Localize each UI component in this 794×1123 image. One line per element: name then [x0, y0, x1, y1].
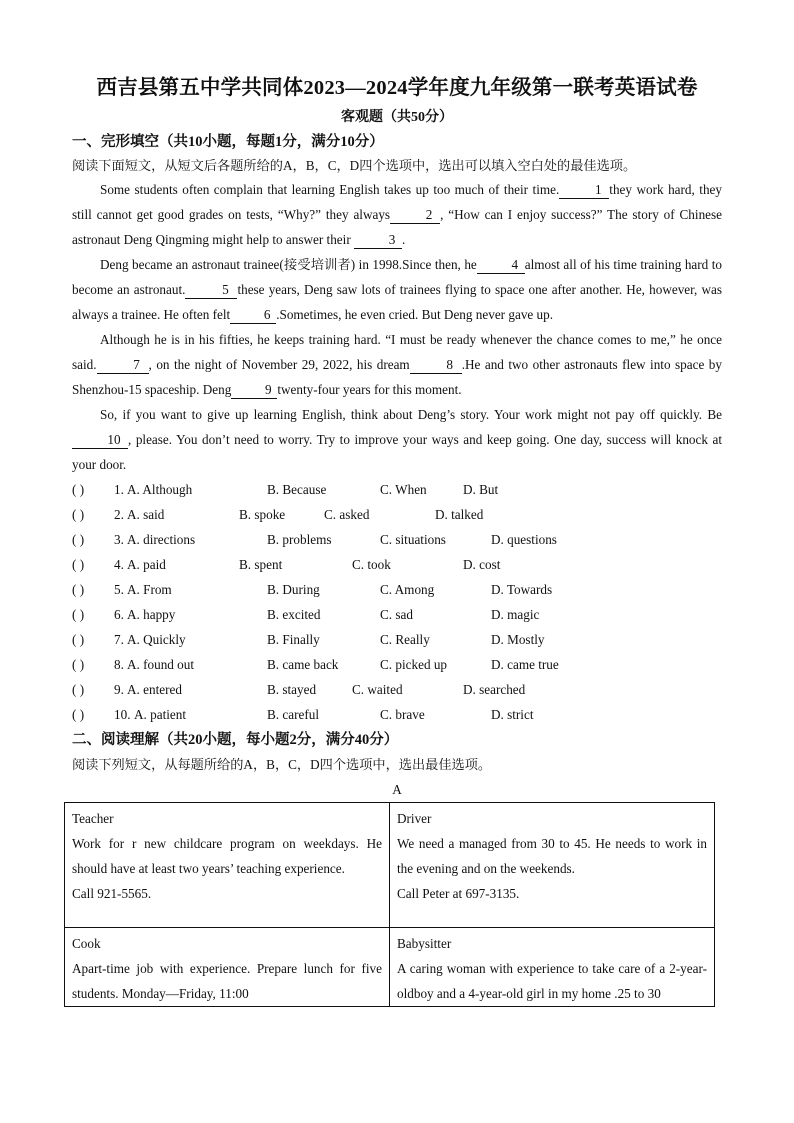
option-a: A. said [127, 507, 165, 522]
question-row [72, 602, 722, 627]
question-number: 6. [114, 607, 124, 622]
option-b: B. During [267, 582, 320, 597]
blank-2: 2 [390, 207, 440, 224]
ad-title: Cook [72, 936, 101, 951]
blank-7: 7 [97, 357, 149, 374]
exam-title: 西吉县第五中学共同体2023—2024学年度九年级第一联考英语试卷 [96, 77, 698, 99]
option-d: D. strict [491, 707, 534, 722]
answer-bracket[interactable]: ( ) [72, 532, 85, 547]
section1-heading: 一、完形填空（共10小题，每题1分，满分10分） [72, 134, 384, 150]
ad-contact: Call Peter at 697-3135. [397, 886, 520, 901]
answer-bracket[interactable]: ( ) [72, 707, 85, 722]
option-b: B. Because [267, 482, 327, 497]
option-a: A. Although [127, 482, 193, 497]
option-b: B. careful [267, 707, 319, 722]
option-c: C. sad [380, 607, 413, 622]
option-b: B. excited [267, 607, 321, 622]
option-d: D. questions [491, 532, 557, 547]
answer-bracket[interactable]: ( ) [72, 482, 85, 497]
section2-heading: 二、阅读理解（共20小题，每小题2分，满分40分） [72, 732, 399, 748]
ad-title: Babysitter [397, 936, 452, 951]
blank-8: 8 [410, 357, 462, 374]
answer-bracket[interactable]: ( ) [72, 657, 85, 672]
option-c: C. waited [352, 682, 403, 697]
option-b: B. stayed [267, 682, 317, 697]
question-row [72, 652, 722, 677]
cloze-paragraph-3: Although he is in his fifties, he keeps training hard. “I must be ready whenever the chance comes to me,” he once said. 7 , on the night of November 29, 2022, his dream 8 .He and two other astronauts flew into space by Shenzhou-15 spaceship. Deng 9 twenty-four years for this moment. [72, 332, 722, 397]
answer-bracket[interactable]: ( ) [72, 557, 85, 572]
option-c: C. Really [380, 632, 430, 647]
option-a: A. directions [127, 532, 196, 547]
option-d: D. Mostly [491, 632, 545, 647]
option-a: A. From [127, 582, 172, 597]
option-c: C. When [380, 482, 427, 497]
ad-title: Driver [397, 811, 432, 826]
question-number: 7. [114, 632, 124, 647]
question-row [72, 627, 722, 652]
answer-bracket[interactable]: ( ) [72, 632, 85, 647]
option-a: A. patient [134, 707, 187, 722]
question-number: 8. [114, 657, 124, 672]
option-a: A. happy [127, 607, 176, 622]
option-d: D. Towards [491, 582, 553, 597]
blank-10: 10 [72, 432, 128, 449]
answer-bracket[interactable]: ( ) [72, 582, 85, 597]
option-c: C. picked up [380, 657, 448, 672]
option-d: D. searched [463, 682, 526, 697]
blank-1: 1 [559, 182, 609, 199]
option-d: D. talked [435, 507, 484, 522]
ad-body: Apart-time job with experience. Prepare lunch for five students. Monday—Friday, 11:00 [72, 961, 382, 1001]
question-number: 5. [114, 582, 124, 597]
cloze-paragraph-4: So, if you want to give up learning English, think about Deng’s story. Your work might not pay off quickly. Be 10 , please. You don’t need to worry. Try to improve your ways and keep going. One day, success will knock at your door. [72, 407, 722, 472]
answer-bracket[interactable]: ( ) [72, 682, 85, 697]
question-row [72, 477, 722, 502]
option-a: A. paid [127, 557, 166, 572]
question-row [72, 677, 722, 702]
option-d: D. But [463, 482, 499, 497]
section1-instruction: 阅读下面短文，从短文后各题所给的A，B，C，D四个选项中，选出可以填入空白处的最佳选项。 [72, 158, 637, 173]
option-a: A. entered [127, 682, 182, 697]
blank-3: 3 [354, 232, 402, 249]
option-c: C. situations [380, 532, 446, 547]
ad-title: Teacher [72, 811, 114, 826]
ad-body: A caring woman with experience to take care of a 2-year-oldboy and a 4-year-old girl in my home .25 to 30 [397, 961, 707, 1001]
blank-5: 5 [185, 282, 237, 299]
option-b: B. problems [267, 532, 332, 547]
ad-contact: Call 921-5565. [72, 886, 152, 901]
question-number: 4. [114, 557, 124, 572]
exam-subtitle: 客观题（共50分） [341, 110, 453, 125]
blank-4: 4 [477, 257, 525, 274]
question-number: 9. [114, 682, 124, 697]
question-number: 10. [114, 707, 131, 722]
option-b: B. spoke [239, 507, 286, 522]
option-b: B. came back [267, 657, 339, 672]
cloze-passage [72, 177, 722, 477]
option-a: A. found out [127, 657, 195, 672]
job-ads-table [64, 802, 715, 1007]
question-row [72, 552, 722, 577]
question-number: 3. [114, 532, 124, 547]
option-b: B. spent [239, 557, 283, 572]
question-number: 2. [114, 507, 124, 522]
option-c: C. Among [380, 582, 435, 597]
ad-teacher [65, 803, 390, 928]
option-b: B. Finally [267, 632, 320, 647]
question-row [72, 702, 722, 727]
cloze-paragraph-1: Some students often complain that learning English takes up too much of their time. 1 they work hard, they still cannot get good grades on tests, “Why?” they always 2 , “How can I enjoy success?” The story of Chinese astronaut Deng Qingming might help to answer their 3 . [72, 182, 722, 247]
option-c: C. took [352, 557, 391, 572]
question-row [72, 502, 722, 527]
option-d: D. magic [491, 607, 540, 622]
answer-bracket[interactable]: ( ) [72, 507, 85, 522]
option-c: C. asked [324, 507, 370, 522]
question-row [72, 527, 722, 552]
ad-body: Work for r new childcare program on weekdays. He should have at least two years’ teaching experience. [72, 836, 382, 876]
answer-bracket[interactable]: ( ) [72, 607, 85, 622]
ad-babysitter [390, 928, 715, 1007]
ad-driver [390, 803, 715, 928]
blank-9: 9 [231, 382, 277, 399]
question-row [72, 577, 722, 602]
ad-body: We need a managed from 30 to 45. He needs to work in the evening and on the weekends. [397, 836, 707, 876]
option-c: C. brave [380, 707, 425, 722]
blank-6: 6 [230, 307, 276, 324]
option-d: D. cost [463, 557, 501, 572]
option-d: D. came true [491, 657, 559, 672]
passage-label: A [392, 782, 402, 797]
ad-cook [65, 928, 390, 1007]
option-a: A. Quickly [127, 632, 186, 647]
question-number: 1. [114, 482, 124, 497]
section2-instruction: 阅读下列短文，从每题所给的A，B，C，D四个选项中，选出最佳选项。 [72, 757, 492, 772]
cloze-paragraph-2: Deng became an astronaut trainee(接受培训者) in 1998.Since then, he 4 almost all of his time training hard to become an astronaut. 5 these years, Deng saw lots of trainees flying to space one after another. He, however, was always a trainee. He often felt 6 .Sometimes, he even cried. But Deng never gave up. [72, 257, 722, 322]
